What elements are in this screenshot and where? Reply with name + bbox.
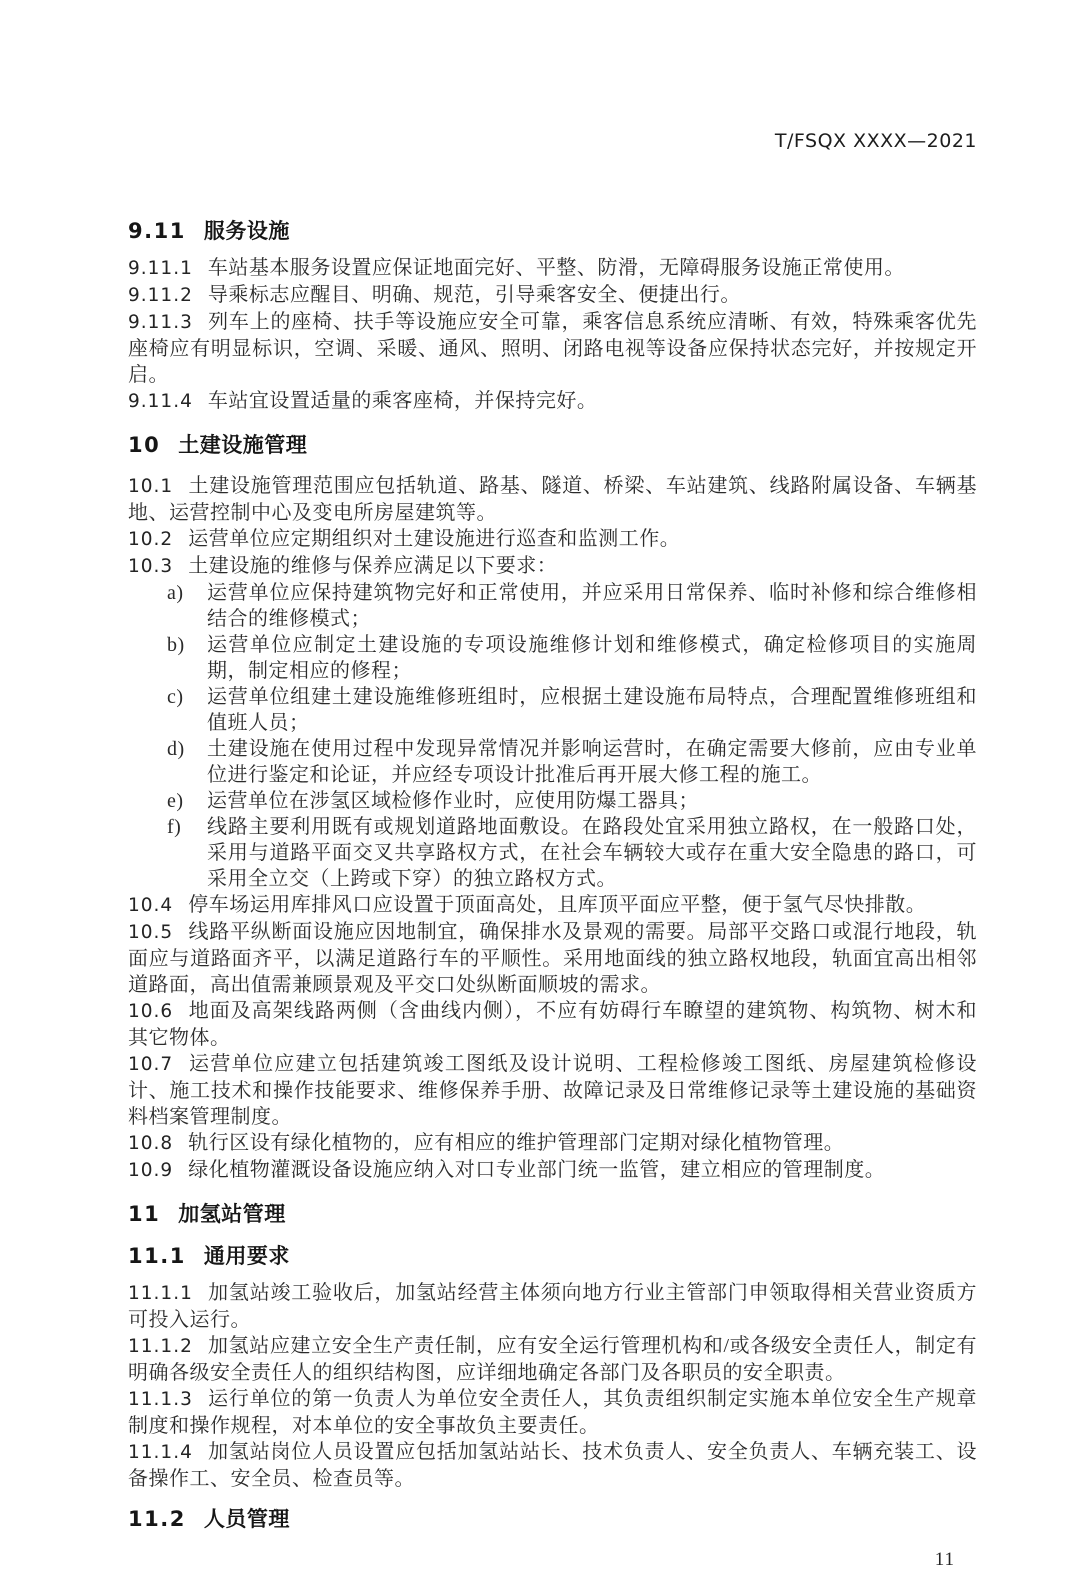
heading-title: 服务设施 (203, 219, 290, 243)
clause-number: 10 (128, 433, 161, 457)
document-header (775, 130, 977, 152)
heading-title: 通用要求 (203, 1244, 290, 1268)
clause-number: 9.11.3 (128, 312, 193, 333)
clause-text: 运营单位应建立包括建筑竣工图纸及设计说明、工程检修竣工图纸、房屋建筑检修设计、施工技术和操作技能要求、维修保养手册、故障记录及日常维修记录等土建设施的基础资料档案管理制度。 (128, 1053, 977, 1128)
section-heading-11 (128, 1200, 977, 1228)
clause-9.11.3 (128, 309, 977, 388)
document-body (128, 204, 977, 1571)
clause-text: 停车场运用库排风口应设置于顶面高处，且库顶平面应平整，便于氢气尽快排散。 (188, 894, 927, 916)
clause-text: 绿化植物灌溉设备设施应纳入对口专业部门统一监管，建立相应的管理制度。 (188, 1159, 886, 1181)
clause-text: 运营单位组建土建设施维修班组时，应根据土建设施布局特点，合理配置维修班组和值班人员； (207, 686, 977, 734)
clause-text: 线路平纵断面设施应因地制宜，确保排水及景观的需要。局部平交路口或混行地段，轨面应与道路面齐平，以满足道路行车的平顺性。采用地面线的独立路权地段，轨面宜高出相邻道路面，高出值需兼顾景观及平交口处纵断面顺坡的需求。 (128, 921, 977, 996)
clause-number: 10.3 (128, 556, 174, 577)
section-heading-11.2 (128, 1505, 977, 1533)
clause-number: 9.11.1 (128, 258, 193, 279)
clause-11.1.1 (128, 1280, 977, 1333)
clause-text: 车站宜设置适量的乘客座椅，并保持完好。 (207, 390, 598, 412)
clause-number: 9.11.4 (128, 391, 193, 412)
clause-text: 运营单位在涉氢区域检修作业时，应使用防爆工器具； (207, 790, 699, 812)
clause-number: 10.5 (128, 922, 174, 943)
clause-text: 土建设施管理范围应包括轨道、路基、隧道、桥梁、车站建筑、线路附属设备、车辆基地、运营控制中心及变电所房屋建筑等。 (128, 475, 977, 524)
clause-number: 10.6 (128, 1001, 174, 1022)
clause-number: 10.2 (128, 529, 174, 550)
clause-9.11.2 (128, 282, 977, 309)
clause-10.2 (128, 526, 977, 553)
item-letter: a) (167, 582, 184, 604)
clause-10.1 (128, 473, 977, 526)
item-letter: d) (167, 738, 185, 760)
clause-10.3 (128, 553, 977, 580)
list-item-d (128, 736, 977, 788)
clause-text: 轨行区设有绿化植物的，应有相应的维护管理部门定期对绿化植物管理。 (188, 1132, 845, 1154)
heading-title: 加氢站管理 (178, 1202, 286, 1226)
page-number: 11 (934, 1549, 955, 1570)
clause-text: 加氢站岗位人员设置应包括加氢站站长、技术负责人、安全负责人、车辆充装工、设备操作工、安全员、检查员等。 (128, 1441, 977, 1490)
clause-text: 列车上的座椅、扶手等设施应安全可靠，乘客信息系统应清晰、有效，特殊乘客优先座椅应有明显标识，空调、采暖、通风、照明、闭路电视等设备应保持状态完好，并按规定开启。 (128, 311, 977, 386)
section-heading-9.11 (128, 217, 977, 245)
clause-number: 11.1.3 (128, 1389, 193, 1410)
clause-text: 地面及高架线路两侧（含曲线内侧），不应有妨碍行车瞭望的建筑物、构筑物、树木和其它物体。 (128, 1000, 977, 1049)
list-item-a (128, 580, 977, 632)
item-letter: c) (167, 686, 184, 708)
clause-number: 9.11.2 (128, 285, 193, 306)
clause-text: 土建设施在使用过程中发现异常情况并影响运营时，在确定需要大修前，应由专业单位进行鉴定和论证，并应经专项设计批准后再开展大修工程的施工。 (207, 738, 977, 786)
clause-10.4 (128, 892, 977, 919)
clause-text: 加氢站竣工验收后，加氢站经营主体须向地方行业主管部门申领取得相关营业资质方可投入运行。 (128, 1282, 977, 1331)
item-letter: e) (167, 790, 184, 812)
clause-number: 11.2 (128, 1507, 186, 1531)
item-letter: b) (167, 634, 185, 656)
item-letter: f) (167, 816, 182, 838)
clause-text: 土建设施的维修与保养应满足以下要求： (188, 555, 558, 577)
clause-9.11.1 (128, 255, 977, 282)
clause-11.1.3 (128, 1386, 977, 1439)
clause-text: 加氢站应建立安全生产责任制，应有安全运行管理机构和/或各级安全责任人，制定有明确各级安全责任人的组织结构图，应详细地确定各部门及各职员的安全职责。 (128, 1335, 977, 1384)
clause-10.6 (128, 998, 977, 1051)
clause-number: 10.8 (128, 1133, 174, 1154)
clause-number: 10.4 (128, 895, 174, 916)
clause-number: 10.7 (128, 1054, 174, 1075)
clause-number: 11 (128, 1202, 161, 1226)
clause-number: 11.1 (128, 1244, 186, 1268)
clause-number: 11.1.1 (128, 1283, 193, 1304)
heading-title: 人员管理 (203, 1507, 290, 1531)
clause-number: 11.1.2 (128, 1336, 193, 1357)
standard-number: T/FSQX XXXX—2021 (774, 130, 977, 152)
section-heading-10 (128, 431, 977, 459)
clause-10.5 (128, 919, 977, 998)
list-item-e (128, 788, 977, 814)
clause-number: 10.1 (128, 476, 174, 497)
clause-text: 运营单位应定期组织对土建设施进行巡查和监测工作。 (188, 528, 681, 550)
clause-text: 运行单位的第一负责人为单位安全责任人，其负责组织制定实施本单位安全生产规章制度和操作规程，对本单位的安全事故负主要责任。 (128, 1388, 977, 1437)
clause-10.9 (128, 1157, 977, 1184)
list-item-c (128, 684, 977, 736)
clause-11.1.4 (128, 1439, 977, 1492)
list-item-f (128, 814, 977, 892)
clause-number: 9.11 (128, 219, 186, 243)
clause-number: 10.9 (128, 1160, 174, 1181)
heading-title: 土建设施管理 (178, 433, 308, 457)
clause-text: 车站基本服务设置应保证地面完好、平整、防滑，无障碍服务设施正常使用。 (207, 257, 905, 279)
list-item-b (128, 632, 977, 684)
clause-9.11.4 (128, 388, 977, 415)
clause-number: 11.1.4 (128, 1442, 193, 1463)
clause-10.7 (128, 1051, 977, 1130)
clause-text: 运营单位应制定土建设施的专项设施维修计划和维修模式，确定检修项目的实施周期，制定相应的修程； (207, 634, 977, 682)
clause-11.1.2 (128, 1333, 977, 1386)
clause-text: 导乘标志应醒目、明确、规范，引导乘客安全、便捷出行。 (207, 284, 741, 306)
clause-text: 运营单位应保持建筑物完好和正常使用，并应采用日常保养、临时补修和综合维修相结合的维修模式； (207, 582, 977, 630)
section-heading-11.1 (128, 1242, 977, 1270)
clause-10.8 (128, 1130, 977, 1157)
clause-text: 线路主要利用既有或规划道路地面敷设。在路段处宜采用独立路权，在一般路口处，采用与道路平面交叉共享路权方式，在社会车辆较大或存在重大安全隐患的路口，可采用全立交（上跨或下穿）的独立路权方式。 (207, 816, 977, 890)
